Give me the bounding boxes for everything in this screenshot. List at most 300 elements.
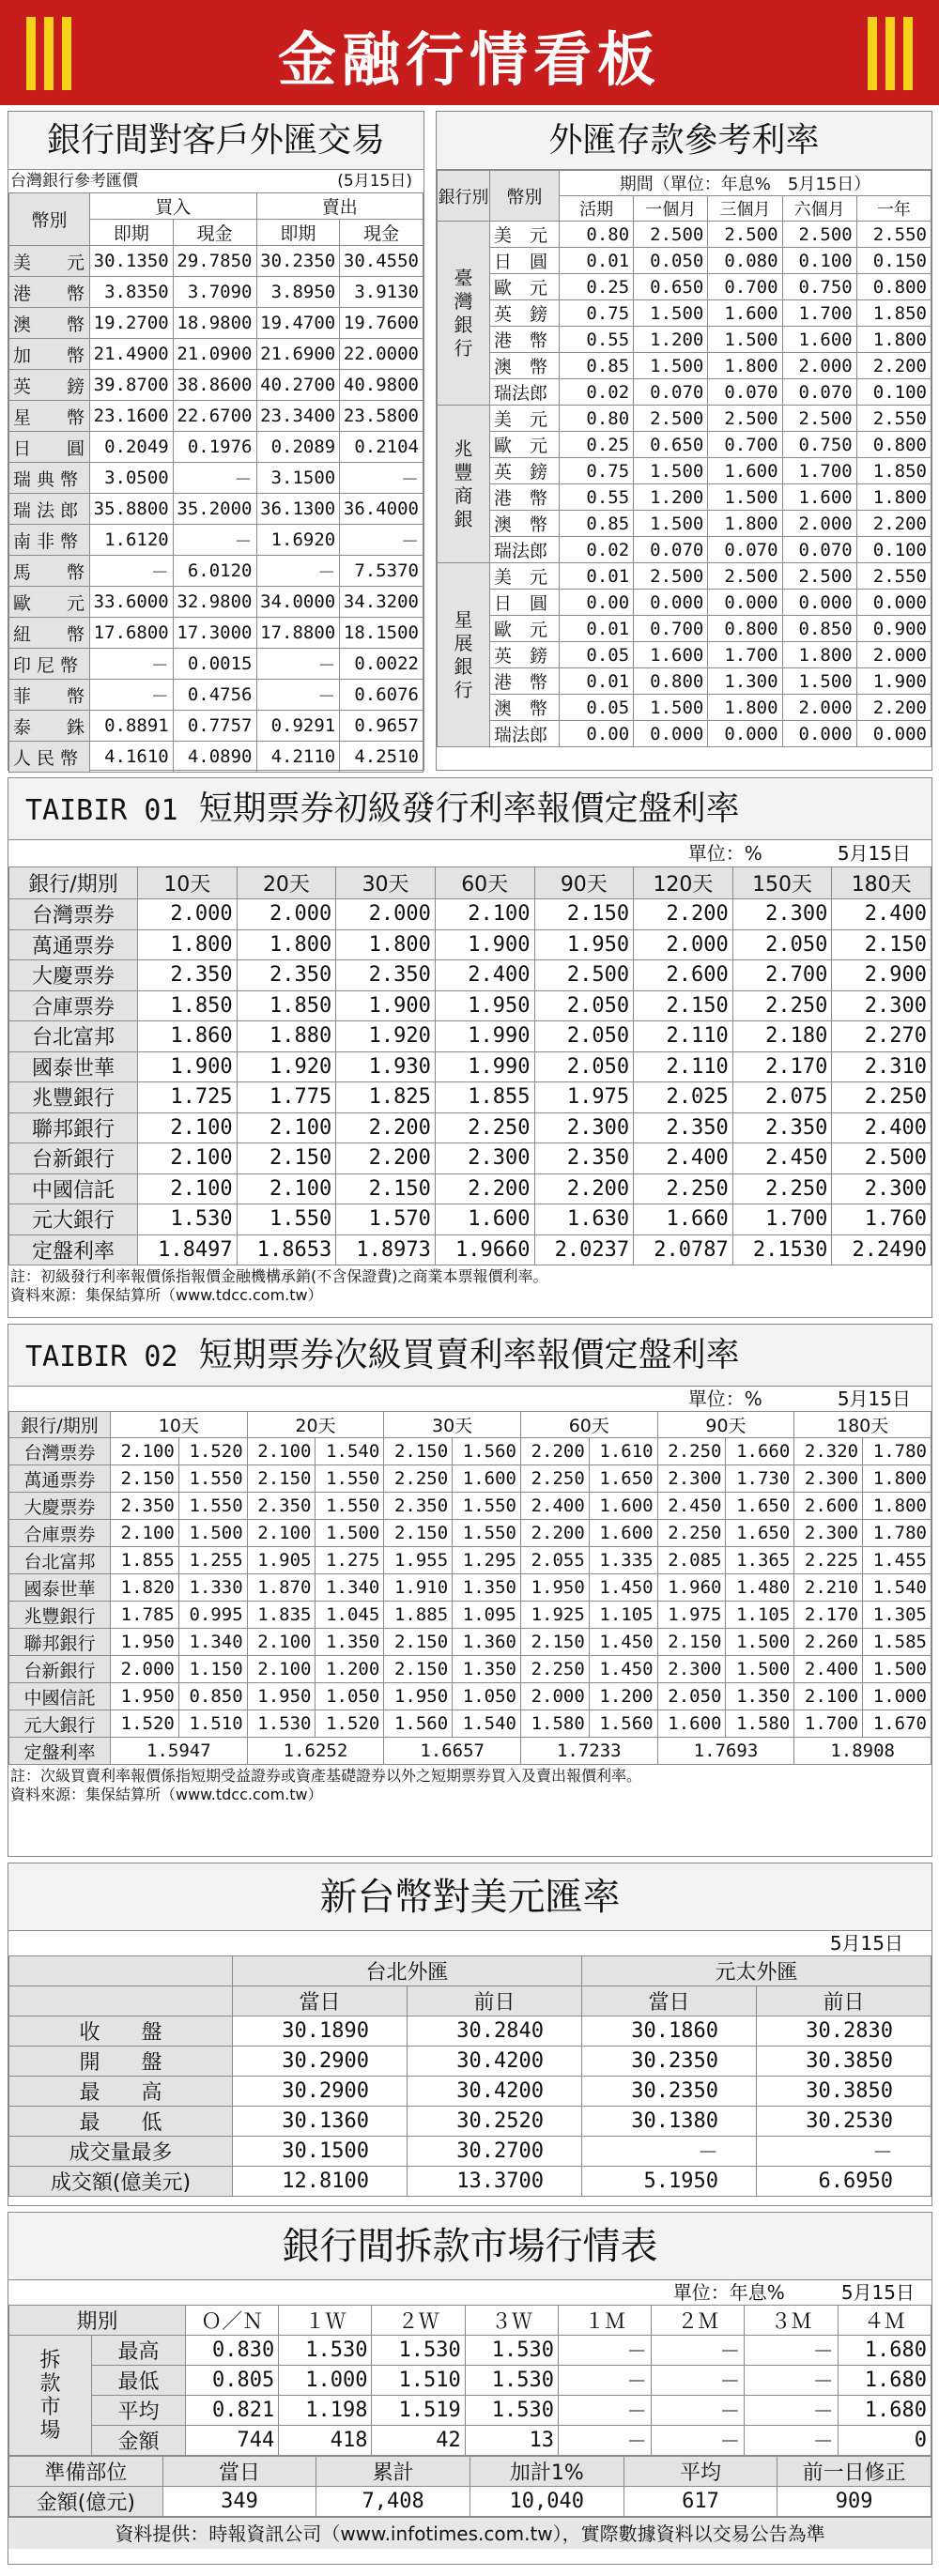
- t1-h-col: 120天: [634, 867, 733, 899]
- ib-rate-cell: 42: [372, 2426, 465, 2456]
- ntd-panel: [8, 1863, 932, 2206]
- dep-rate-cell: 2.500: [634, 222, 708, 248]
- t2-row: [9, 1629, 931, 1656]
- t2-rate-cell: 2.050: [657, 1683, 726, 1710]
- t2-rate-cell: 2.000: [520, 1683, 589, 1710]
- t2-rate-cell: 1.095: [453, 1602, 521, 1629]
- ib-rate-cell: －: [652, 2426, 745, 2456]
- t1-h-col: 30天: [336, 867, 436, 899]
- fx-row: [9, 401, 423, 432]
- fx-currency-label: 瑞 典 幣: [9, 463, 90, 494]
- dep-currency-label: 美 元: [490, 406, 560, 432]
- t2-row: [9, 1602, 931, 1629]
- dep-rate-cell: 1.500: [634, 695, 708, 721]
- ib-rate-cell: 0.805: [186, 2366, 279, 2396]
- dep-rate-cell: 1.900: [856, 668, 931, 695]
- t1-rate-cell: 1.800: [237, 929, 336, 960]
- ntd-h-taipei: 台北外匯: [233, 1956, 582, 1986]
- t2-rate-cell: 2.200: [520, 1438, 589, 1465]
- fx-currency-label: 美 元: [9, 246, 90, 277]
- ib-reserve-header: 加計1%: [470, 2457, 623, 2487]
- t2-rate-cell: 2.400: [520, 1493, 589, 1520]
- dep-rate-cell: 0.070: [708, 537, 782, 563]
- t2-rate-cell: 1.500: [316, 1520, 384, 1547]
- t1-rate-cell: 2.400: [634, 1143, 733, 1174]
- ib-rate-cell: 1.530: [465, 2366, 558, 2396]
- fx-rate-cell: 40.2700: [256, 370, 340, 401]
- t1-rate-cell: 2.350: [237, 960, 336, 991]
- fx-rate-cell: 36.4000: [340, 494, 423, 525]
- t1-rate-cell: 2.170: [732, 1051, 832, 1082]
- ib-rate-cell: 0.821: [186, 2396, 279, 2426]
- fx-rate-cell: 19.4700: [256, 308, 340, 339]
- t1-rate-cell: 2.310: [832, 1051, 931, 1082]
- t2-rate-cell: 2.600: [794, 1493, 863, 1520]
- dep-rate-cell: 0.050: [634, 248, 708, 274]
- t2-fixing-cell: 1.8908: [794, 1738, 931, 1765]
- dep-rate-cell: 0.00: [560, 590, 634, 616]
- t2-rate-cell: 1.785: [111, 1602, 179, 1629]
- t2-rate-cell: 1.600: [657, 1710, 726, 1738]
- t2-rate-cell: 1.560: [589, 1710, 657, 1738]
- t2-rate-cell: 2.350: [247, 1493, 316, 1520]
- dep-rate-cell: 0.000: [856, 590, 931, 616]
- fx-row: [9, 277, 423, 308]
- ntd-rate-cell: 30.2900: [233, 2077, 408, 2107]
- fx-rate-cell: －: [256, 556, 340, 587]
- taibir01-table: [8, 866, 931, 1265]
- t1-rate-cell: 2.300: [832, 1173, 931, 1204]
- dep-rate-cell: 1.500: [634, 300, 708, 327]
- t2-row: [9, 1656, 931, 1683]
- ib-rate-cell: 1.680: [838, 2366, 931, 2396]
- fx-currency-label: 歐 元: [9, 587, 90, 618]
- ib-rate-cell: 1.000: [279, 2366, 372, 2396]
- t2-row: [9, 1574, 931, 1602]
- fx-rate-cell: －: [173, 463, 256, 494]
- ntd-row: [9, 2167, 931, 2197]
- t2-bank-label: 元大銀行: [9, 1710, 111, 1738]
- t1-rate-cell: 2.050: [534, 1021, 634, 1052]
- dep-rate-cell: 0.070: [782, 537, 856, 563]
- dep-row: [438, 406, 931, 432]
- dep-row: [438, 563, 931, 590]
- banner-title: 金融行情看板: [277, 25, 661, 94]
- dep-rate-cell: 0.650: [634, 274, 708, 300]
- t2-rate-cell: 1.960: [657, 1574, 726, 1602]
- dep-rate-cell: 0.02: [560, 537, 634, 563]
- t1-bank-label: 兆豐銀行: [9, 1082, 138, 1113]
- fx-row: [9, 339, 423, 370]
- fx-rate-cell: 3.7090: [173, 277, 256, 308]
- ib-rate-cell: 1.530: [465, 2396, 558, 2426]
- t2-rate-cell: 1.955: [384, 1547, 453, 1574]
- dep-rate-cell: 1.500: [782, 668, 856, 695]
- t2-rate-cell: 1.950: [384, 1683, 453, 1710]
- ntd-rate-cell: 30.2530: [757, 2107, 931, 2137]
- t1-rate-cell: 1.8973: [336, 1234, 436, 1265]
- t1-rate-cell: 2.200: [336, 1112, 436, 1143]
- t1-rate-cell: 2.250: [435, 1112, 534, 1143]
- ib-row: [9, 2336, 931, 2366]
- dep-rate-cell: 1.600: [634, 642, 708, 668]
- fx-rate-cell: 0.2104: [340, 432, 423, 463]
- t2-rate-cell: 1.150: [178, 1656, 247, 1683]
- t2-rate-cell: 1.350: [453, 1656, 521, 1683]
- t2-rate-cell: 1.820: [111, 1574, 179, 1602]
- ib-rate-cell: 744: [186, 2426, 279, 2456]
- fx-row: [9, 711, 423, 742]
- deposit-title: 外匯存款參考利率: [437, 112, 931, 170]
- t2-rate-cell: 1.340: [316, 1574, 384, 1602]
- t1-rate-cell: 2.250: [732, 990, 832, 1021]
- t1-rate-cell: 1.600: [435, 1204, 534, 1235]
- t2-rate-cell: 2.300: [657, 1465, 726, 1493]
- t1-rate-cell: 2.000: [336, 899, 436, 930]
- ib-rate-cell: －: [745, 2396, 838, 2426]
- fx-rate-cell: 0.9291: [256, 711, 340, 742]
- ntd-rate-cell: 30.1360: [233, 2107, 408, 2137]
- t1-rate-cell: 1.8497: [138, 1234, 238, 1265]
- t2-rate-cell: 2.150: [384, 1438, 453, 1465]
- t1-bank-label: 台北富邦: [9, 1021, 138, 1052]
- dep-currency-label: 歐 元: [490, 616, 560, 642]
- t1-rate-cell: 2.075: [732, 1082, 832, 1113]
- dep-rate-cell: 0.000: [634, 721, 708, 747]
- ib-h-col: Ｏ／Ｎ: [186, 2306, 279, 2336]
- ntd-rate-cell: 30.2900: [233, 2047, 408, 2077]
- ntd-rate-cell: 5.1950: [582, 2167, 757, 2197]
- fx-rate-cell: 0.0015: [173, 649, 256, 680]
- banner-right-bars: [868, 17, 913, 90]
- dep-rate-cell: 2.550: [856, 406, 931, 432]
- fx-rate-cell: 0.2089: [256, 432, 340, 463]
- ib-row: [9, 2426, 931, 2456]
- t1-rate-cell: 1.530: [138, 1204, 238, 1235]
- ib-h-col: ３Ｗ: [465, 2306, 558, 2336]
- taibir02-header: [8, 1325, 931, 1387]
- dep-row: [438, 721, 931, 747]
- dep-rate-cell: 2.550: [856, 222, 931, 248]
- taibir01-note: 註：初級發行利率報價係指報價金融機構承銷(不含保證費)之商業本票報價利率。: [10, 1267, 548, 1285]
- fx-rate-cell: 30.1350: [90, 246, 174, 277]
- t1-h-col: 20天: [237, 867, 336, 899]
- taibir01-date: 5月15日: [837, 842, 911, 865]
- fx-rate-cell: 21.6900: [256, 339, 340, 370]
- t2-fixing-label: 定盤利率: [9, 1738, 111, 1765]
- t2-rate-cell: 0.850: [178, 1683, 247, 1710]
- fx-rate-cell: 32.9800: [173, 587, 256, 618]
- dep-rate-cell: 0.900: [856, 616, 931, 642]
- t2-rate-cell: 2.300: [794, 1465, 863, 1493]
- dep-rate-cell: 0.070: [782, 379, 856, 406]
- ntd-rate-cell: 30.2350: [582, 2077, 757, 2107]
- t2-rate-cell: 1.200: [589, 1683, 657, 1710]
- ntd-rate-cell: 12.8100: [233, 2167, 408, 2197]
- t1-rate-cell: 2.000: [138, 899, 238, 930]
- t2-rate-cell: 1.050: [453, 1683, 521, 1710]
- t1-rate-cell: 1.775: [237, 1082, 336, 1113]
- t2-rate-cell: 1.650: [726, 1493, 794, 1520]
- t2-rate-cell: 1.455: [863, 1547, 931, 1574]
- t2-rate-cell: 1.295: [453, 1547, 521, 1574]
- t2-rate-cell: 1.520: [178, 1438, 247, 1465]
- t1-rate-cell: 1.900: [435, 929, 534, 960]
- dep-rate-cell: 0.01: [560, 563, 634, 590]
- t2-rate-cell: 1.350: [726, 1683, 794, 1710]
- fx-rate-cell: 3.1500: [256, 463, 340, 494]
- t2-bank-label: 聯邦銀行: [9, 1629, 111, 1656]
- t1-rate-cell: 2.700: [732, 960, 832, 991]
- t1-rate-cell: 2.500: [832, 1143, 931, 1174]
- fx-rate-cell: 33.6000: [90, 587, 174, 618]
- dep-rate-cell: 1.800: [708, 353, 782, 379]
- fx-rate-cell: 1.6120: [90, 525, 174, 556]
- t2-rate-cell: 1.800: [863, 1493, 931, 1520]
- fx-rate-cell: 18.1500: [340, 618, 423, 649]
- taibir01-code: TAIBIR 01: [25, 794, 178, 827]
- dep-rate-cell: 1.300: [708, 668, 782, 695]
- fx-rate-cell: 17.8800: [256, 618, 340, 649]
- t2-rate-cell: 1.910: [384, 1574, 453, 1602]
- t2-bank-label: 台新銀行: [9, 1656, 111, 1683]
- dep-rate-cell: 2.500: [708, 222, 782, 248]
- dep-rate-cell: 1.700: [782, 300, 856, 327]
- t2-fixing-cell: 1.7233: [520, 1738, 657, 1765]
- fx-rate-cell: 19.2700: [90, 308, 174, 339]
- dep-row: [438, 327, 931, 353]
- fx-h-sell: 賣出: [256, 193, 423, 220]
- t2-bank-label: 台北富邦: [9, 1547, 111, 1574]
- t2-rate-cell: 2.150: [657, 1629, 726, 1656]
- fx-rate-cell: －: [173, 525, 256, 556]
- fx-row: [9, 742, 423, 773]
- t1-rate-cell: 2.500: [534, 960, 634, 991]
- fx-rate-cell: 36.1300: [256, 494, 340, 525]
- ib-rate-cell: －: [558, 2366, 651, 2396]
- dep-currency-label: 瑞法郎: [490, 379, 560, 406]
- fx-rate-cell: 17.6800: [90, 618, 174, 649]
- ntd-rate-cell: 30.1890: [233, 2016, 408, 2047]
- t1-rate-cell: 1.855: [435, 1082, 534, 1113]
- t2-h-col: 10天: [111, 1412, 248, 1438]
- t1-rate-cell: 2.110: [634, 1051, 733, 1082]
- t2-rate-cell: 2.225: [794, 1547, 863, 1574]
- ntd-rate-cell: 30.2700: [408, 2137, 582, 2167]
- fx-rate-cell: 0.2049: [90, 432, 174, 463]
- t2-rate-cell: 2.170: [794, 1602, 863, 1629]
- t2-fixing-cell: 1.6252: [247, 1738, 384, 1765]
- t1-rate-cell: 2.200: [435, 1173, 534, 1204]
- dep-currency-label: 英 鎊: [490, 300, 560, 327]
- dep-rate-cell: 1.800: [856, 327, 931, 353]
- ib-rate-cell: 1.530: [279, 2336, 372, 2366]
- t1-h-col: 60天: [435, 867, 534, 899]
- dep-rate-cell: 1.800: [708, 511, 782, 537]
- footer-credit: 資料提供：時報資訊公司（www.infotimes.com.tw），實際數據資料以交易公告為準: [8, 2517, 931, 2549]
- t2-rate-cell: 2.250: [520, 1656, 589, 1683]
- fx-rate-cell: 34.3200: [340, 587, 423, 618]
- dep-currency-label: 美 元: [490, 563, 560, 590]
- fx-rate-cell: －: [256, 680, 340, 711]
- t1-rate-cell: 2.250: [832, 1082, 931, 1113]
- taibir01-unit: 單位：%: [687, 842, 762, 865]
- dep-row: [438, 590, 931, 616]
- t2-rate-cell: 1.950: [111, 1683, 179, 1710]
- t2-bank-label: 大慶票券: [9, 1493, 111, 1520]
- dep-rate-cell: 0.01: [560, 248, 634, 274]
- fx-panel: [8, 111, 424, 771]
- t1-row: [9, 1112, 931, 1143]
- t1-rate-cell: 2.0237: [534, 1234, 634, 1265]
- t2-rate-cell: 1.340: [178, 1629, 247, 1656]
- t2-rate-cell: 2.100: [247, 1438, 316, 1465]
- t1-rate-cell: 1.930: [336, 1051, 436, 1082]
- dep-currency-label: 瑞法郎: [490, 537, 560, 563]
- dep-h-currency: 幣別: [490, 171, 560, 222]
- dep-rate-cell: 0.80: [560, 222, 634, 248]
- t2-rate-cell: 2.150: [247, 1465, 316, 1493]
- fx-rate-cell: 30.4550: [340, 246, 423, 277]
- ib-reserve-header: 前一日修正: [777, 2457, 931, 2487]
- ib-rate-cell: 0.830: [186, 2336, 279, 2366]
- ntd-h-prev: 前日: [408, 1986, 582, 2016]
- fx-rate-cell: 3.9130: [340, 277, 423, 308]
- fx-rate-cell: 21.4900: [90, 339, 174, 370]
- t1-rate-cell: 1.920: [237, 1051, 336, 1082]
- dep-rate-cell: 0.000: [782, 721, 856, 747]
- t2-rate-cell: 1.105: [726, 1602, 794, 1629]
- t1-rate-cell: 2.050: [534, 990, 634, 1021]
- t1-h-col: 150天: [732, 867, 832, 899]
- t1-bank-label: 元大銀行: [9, 1204, 138, 1235]
- dep-rate-cell: 0.000: [782, 590, 856, 616]
- ntd-rate-cell: 30.4200: [408, 2077, 582, 2107]
- dep-rate-cell: 0.750: [782, 432, 856, 458]
- t2-h-first: 銀行/期別: [9, 1412, 111, 1438]
- t2-rate-cell: 1.305: [863, 1602, 931, 1629]
- ntd-row: [9, 2107, 931, 2137]
- dep-currency-label: 港 幣: [490, 327, 560, 353]
- t1-rate-cell: 2.150: [336, 1173, 436, 1204]
- fx-rate-cell: －: [256, 649, 340, 680]
- t2-bank-label: 萬通票券: [9, 1465, 111, 1493]
- t2-rate-cell: 1.350: [316, 1629, 384, 1656]
- t1-rate-cell: 2.100: [138, 1143, 238, 1174]
- t1-rate-cell: 2.350: [138, 960, 238, 991]
- ntd-row: [9, 2047, 931, 2077]
- t1-rate-cell: 2.000: [237, 899, 336, 930]
- ib-h-col: ４Ｍ: [838, 2306, 931, 2336]
- dep-rate-cell: 2.500: [708, 406, 782, 432]
- dep-rate-cell: 0.700: [708, 432, 782, 458]
- dep-rate-cell: 1.600: [782, 327, 856, 353]
- t1-rate-cell: 2.0787: [634, 1234, 733, 1265]
- dep-rate-cell: 2.200: [856, 511, 931, 537]
- t1-rate-cell: 1.950: [435, 990, 534, 1021]
- t2-rate-cell: 2.350: [384, 1493, 453, 1520]
- dep-rate-cell: 0.75: [560, 300, 634, 327]
- dep-rate-cell: 1.800: [782, 642, 856, 668]
- ntd-row-label: 成交額(億美元): [9, 2167, 233, 2197]
- t2-rate-cell: 1.510: [178, 1710, 247, 1738]
- fx-row: [9, 370, 423, 401]
- t2-rate-cell: 2.260: [794, 1629, 863, 1656]
- t2-rate-cell: 1.560: [384, 1710, 453, 1738]
- t2-rate-cell: 1.540: [453, 1710, 521, 1738]
- ib-rate-cell: －: [652, 2336, 745, 2366]
- ntd-h-blank: [9, 1956, 233, 1986]
- t2-row: [9, 1710, 931, 1738]
- t1-h-first: 銀行/期別: [9, 867, 138, 899]
- t1-rate-cell: 2.900: [832, 960, 931, 991]
- t2-rate-cell: 2.150: [520, 1629, 589, 1656]
- ib-rate-cell: 1.519: [372, 2396, 465, 2426]
- t2-rate-cell: 2.250: [384, 1465, 453, 1493]
- t2-rate-cell: 1.870: [247, 1574, 316, 1602]
- t1-rate-cell: 2.150: [237, 1143, 336, 1174]
- dep-h-col: 一年: [856, 196, 931, 222]
- dep-rate-cell: 0.800: [856, 432, 931, 458]
- fx-h-cash: 現金: [173, 220, 256, 246]
- t1-row: [9, 1204, 931, 1235]
- dep-rate-cell: 1.500: [634, 353, 708, 379]
- t2-rate-cell: 2.100: [247, 1656, 316, 1683]
- fx-row: [9, 463, 423, 494]
- fx-rate-cell: 22.0000: [340, 339, 423, 370]
- t1-rate-cell: 1.570: [336, 1204, 436, 1235]
- t1-bank-label: 台新銀行: [9, 1143, 138, 1174]
- ntd-rate-cell: 30.1380: [582, 2107, 757, 2137]
- t1-row: [9, 1143, 931, 1174]
- dep-row: [438, 222, 931, 248]
- t2-rate-cell: 1.950: [247, 1683, 316, 1710]
- taibir01-header: [8, 778, 931, 840]
- t2-row: [9, 1520, 931, 1547]
- dep-rate-cell: 2.000: [782, 353, 856, 379]
- ib-rate-cell: 1.198: [279, 2396, 372, 2426]
- dep-rate-cell: 0.100: [782, 248, 856, 274]
- t2-rate-cell: 1.450: [589, 1574, 657, 1602]
- dep-rate-cell: 2.500: [634, 563, 708, 590]
- t1-rate-cell: 2.2490: [832, 1234, 931, 1265]
- t2-rate-cell: 1.550: [453, 1520, 521, 1547]
- t2-rate-cell: 1.500: [726, 1629, 794, 1656]
- fx-row: [9, 494, 423, 525]
- ntd-rate-cell: 6.6950: [757, 2167, 931, 2197]
- fx-rate-cell: 6.0120: [173, 556, 256, 587]
- dep-h-col: 三個月: [708, 196, 782, 222]
- dep-rate-cell: 1.500: [708, 327, 782, 353]
- fx-currency-label: 星 幣: [9, 401, 90, 432]
- fx-rate-cell: 3.8350: [90, 277, 174, 308]
- t1-rate-cell: 2.350: [534, 1143, 634, 1174]
- fx-rate-cell: 35.8800: [90, 494, 174, 525]
- t2-rate-cell: 1.000: [863, 1683, 931, 1710]
- t2-h-col: 30天: [384, 1412, 521, 1438]
- taibir02-note: 註：次級買賣利率報價係指短期受益證券或資產基礎證券以外之短期票券買入及賣出報價利率。: [10, 1767, 642, 1785]
- t2-row: [9, 1465, 931, 1493]
- dep-rate-cell: 0.150: [856, 248, 931, 274]
- dep-rate-cell: 0.000: [708, 721, 782, 747]
- t1-fixing-row: [9, 1234, 931, 1265]
- dep-rate-cell: 1.600: [708, 300, 782, 327]
- dep-rate-cell: 0.850: [782, 616, 856, 642]
- taibir02-code: TAIBIR 02: [25, 1341, 178, 1373]
- dep-rate-cell: 0.700: [708, 274, 782, 300]
- t1-rate-cell: 1.8653: [237, 1234, 336, 1265]
- t2-rate-cell: 1.580: [726, 1710, 794, 1738]
